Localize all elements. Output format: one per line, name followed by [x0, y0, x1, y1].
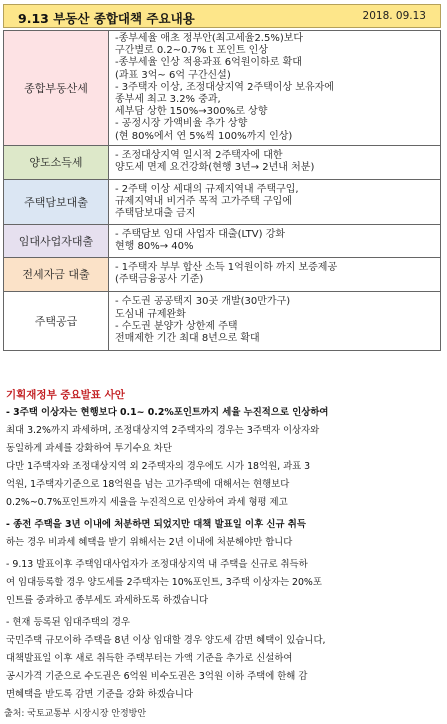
content-line: 현행 80%→ 40%: [115, 240, 194, 252]
note-line: 다만 1주택자와 조정대상지역 외 2주택자의 경우에도 시가 18억원, 과표 3: [6, 461, 311, 472]
note-line: 억원, 1주택자기준으로 18억원을 넘는 고가주택에 대해서는 현행보다: [6, 479, 290, 490]
table-row: [4, 145, 441, 179]
note-line: 동일하게 과세를 강화하여 투기수요 차단: [6, 443, 172, 454]
content-line: (주택금융공사 기준): [115, 274, 204, 286]
row-label-mortgage-loan: 주택담보대출: [4, 179, 109, 224]
note-line: - 3주택 이상자는 현행보다 0.1~ 0.2%포인트까지 세율 누진적으로 인상하여: [6, 407, 329, 418]
row-content-jeonse-loan: [109, 257, 441, 291]
note-line: 면혜택을 받도록 감면 기준을 강화 하겠습니다: [6, 689, 193, 700]
note-line: 여 임대등록할 경우 양도세를 2주택자는 10%포인트, 3주택 이상자는 20%포: [6, 577, 322, 588]
row-label-housing-supply: 주택공급: [4, 291, 109, 350]
notes-title: 기획재정부 중요발표 사안: [6, 389, 125, 401]
source-credit: 출처: 국토교통부 시장시장 안정방안: [4, 709, 147, 719]
content-line: -종부세율 인상 적용과표 6억원이하로 확대: [115, 57, 302, 69]
content-line: - 공정시장 가액비율 추가 상향: [115, 118, 248, 130]
content-line: - 1주택자 부부 합산 소득 1억원이하 까지 보증제공: [115, 262, 338, 274]
content-line: (과표 3억~ 6억 구간신설): [115, 69, 231, 81]
content-line: (현 80%에서 연 5%씩 100%까지 인상): [115, 130, 293, 142]
note-line: 국민주택 규모이하 주택을 8년 이상 임대할 경우 양도세 감면 혜택이 있습니다,: [6, 635, 326, 646]
row-content-comprehensive-tax: [109, 31, 441, 146]
content-line: 종부세 최고 3.2% 중과,: [115, 94, 221, 106]
policy-table: [3, 30, 441, 351]
table-row: [4, 179, 441, 224]
note-line: - 종전 주택을 3년 이내에 처분하면 되었지만 대책 발표일 이후 신규 취득: [6, 519, 306, 530]
publish-date: 2018. 09.13: [362, 10, 426, 22]
table-row: [4, 291, 441, 350]
row-content-transfer-tax: [109, 145, 441, 179]
note-line: 최대 3.2%까지 과세하며, 조정대상지역 2주택자의 경우는 3주택자 이상자와: [6, 425, 320, 436]
content-line: 규제지역내 비거주 목적 고가주택 구입에: [115, 195, 292, 207]
note-line: 0.2%~0.7%포인트까지 세율을 누진적으로 인상하여 과세 형평 제고: [6, 497, 288, 508]
note-line: 대책발표일 이후 새로 취득한 주택부터는 가액 기준을 추가로 신설하여: [6, 653, 293, 664]
content-line: 구간별로 0.2~0.7%ｔ포인트 인상: [115, 45, 268, 57]
content-line: - 조정대상지역 일시적 2주택자에 대한: [115, 150, 283, 162]
content-line: 도심내 규제완화: [115, 308, 186, 320]
content-line: - 수도권 공공택지 30곳 개발(30만가구): [115, 296, 291, 308]
row-content-landlord-loan: [109, 224, 441, 257]
note-line: 하는 경우 비과세 혜택을 받기 위해서는 2년 이내에 처분해야만 합니다: [6, 537, 293, 548]
row-content-housing-supply: [109, 291, 441, 350]
content-line: 양도세 면제 요건강화(현행 3년→ 2년내 처분): [115, 162, 315, 174]
row-label-landlord-loan: 임대사업자대출: [4, 224, 109, 257]
row-label-comprehensive-tax: 종합부동산세: [4, 31, 109, 146]
note-line: 공시가격 기준으로 수도권은 6억원 비수도권은 3억원 이하 주택에 한해 감: [6, 671, 308, 682]
row-content-mortgage-loan: [109, 179, 441, 224]
content-line: - 2주택 이상 세대의 규제지역내 주택구입,: [115, 183, 299, 195]
content-line: 주택담보대출 금지: [115, 207, 196, 219]
content-line: - 주택담보 임대 사업자 대출(LTV) 강화: [115, 228, 286, 240]
table-row: [4, 257, 441, 291]
table-row: [4, 31, 441, 146]
note-line: 인트를 중과하고 종부세도 과세하도록 하겠습니다: [6, 595, 209, 606]
table-row: [4, 224, 441, 257]
content-line: 세부담 상한 150%→300%로 상향: [115, 106, 268, 118]
content-line: - 수도권 분양가 상한제 주택: [115, 320, 238, 332]
note-line: - 9.13 발표이후 주택임대사업자가 조정대상지역 내 주택을 신규로 취득하: [6, 559, 308, 570]
page-title: 9.13 부동산 종합대책 주요내용: [18, 11, 195, 26]
content-line: -종부세율 애초 정부안(최고세율2.5%)보다: [115, 33, 304, 44]
title-bar: [3, 4, 441, 28]
row-label-jeonse-loan: 전세자금 대출: [4, 257, 109, 291]
note-line: - 현재 등록된 임대주택의 경우: [6, 617, 130, 628]
row-label-transfer-tax: 양도소득세: [4, 145, 109, 179]
content-line: - 3주택자 이상, 조정대상지역 2주택이상 보유자에: [115, 81, 334, 93]
content-line: 전매제한 기간 최대 8년으로 확대: [115, 333, 260, 345]
